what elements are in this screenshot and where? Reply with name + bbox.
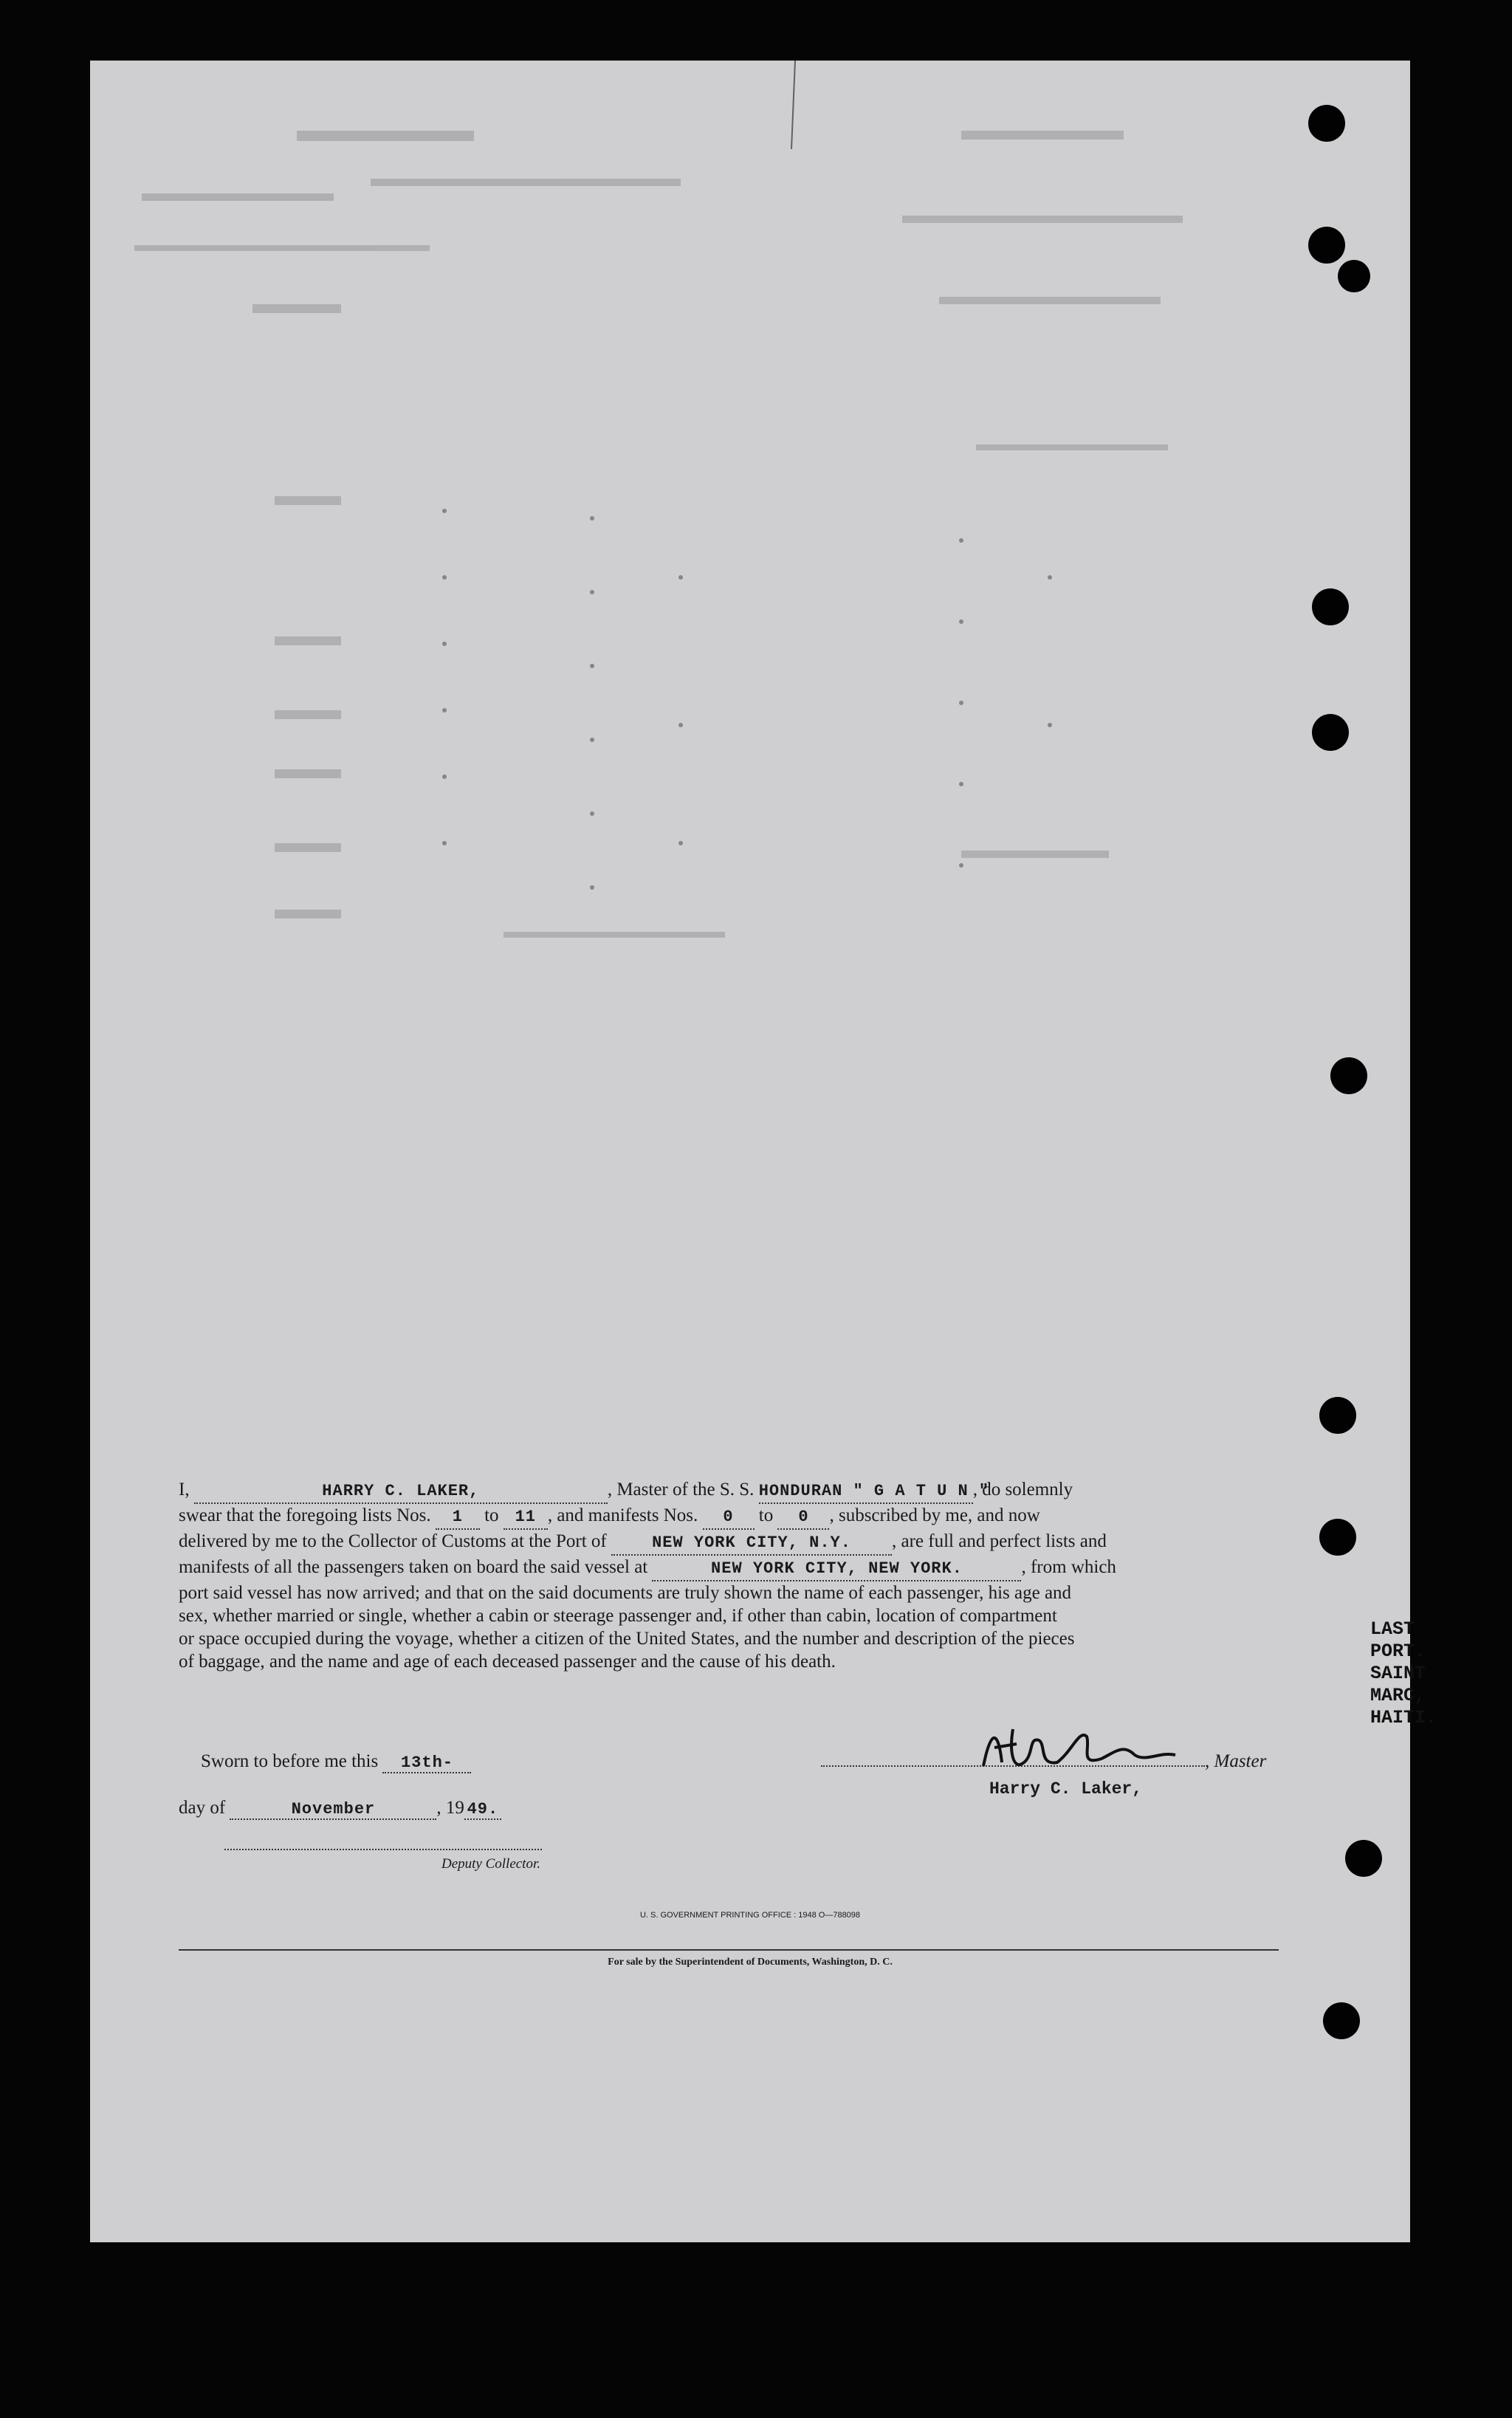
list-from-field: 1: [436, 1505, 480, 1530]
punch-hole: [1338, 260, 1370, 292]
oath-master-of: , Master of the S. S.: [607, 1480, 755, 1500]
master-label: , Master: [1205, 1751, 1267, 1771]
master-typed-name: Harry C. Laker,: [989, 1779, 1143, 1799]
gpo-imprint: U. S. GOVERNMENT PRINTING OFFICE : 1948 O—788098: [639, 1911, 861, 1920]
last-port-label: LAST PORT.: [1370, 1618, 1426, 1662]
year-prefix: , 19: [436, 1798, 464, 1818]
deputy-collector-label: Deputy Collector.: [441, 1856, 540, 1872]
punch-hole: [1345, 1840, 1382, 1877]
oath-solemnly: , do solemnly: [972, 1480, 1073, 1500]
ship-name-field: HONDURAN " G A T U N ": [759, 1480, 973, 1504]
last-port-city: SAINT MARC,: [1370, 1663, 1426, 1706]
footer-rule: [179, 1949, 1279, 1951]
manifest-to-field: 0: [777, 1505, 829, 1530]
oath-delivered: delivered by me to the Collector of Customs at the Port of: [179, 1531, 607, 1551]
day-of-line: [179, 1798, 501, 1820]
oath-to-1: to: [484, 1505, 499, 1525]
oath-manifests-all: manifests of all the passengers taken on board the said vessel at: [179, 1557, 648, 1577]
oath-full-lists: , are full and perfect lists and: [892, 1531, 1107, 1551]
last-port-country: HAITI.: [1370, 1707, 1437, 1728]
oath-line-7: or space occupied during the voyage, whether a citizen of the United States, and the number and description of the pieces: [179, 1629, 1075, 1649]
day-of-label: day of: [179, 1798, 226, 1818]
document-page: [90, 61, 1437, 2242]
master-name-field: HARRY C. LAKER,: [194, 1480, 608, 1504]
oath-from-which: , from which: [1021, 1557, 1116, 1577]
oath-to-2: to: [758, 1505, 774, 1525]
oath-swear: swear that the foregoing lists Nos.: [179, 1505, 431, 1525]
sworn-label: Sworn to before me this: [201, 1751, 379, 1771]
punch-hole: [1319, 1397, 1356, 1434]
sworn-line: [201, 1751, 471, 1773]
punch-hole: [1308, 227, 1345, 264]
oath-line-5: port said vessel has now arrived; and that on the said documents are truly shown the name of each passenger, his age and: [179, 1583, 1072, 1603]
list-to-field: 11: [504, 1505, 548, 1530]
punch-hole: [1330, 1057, 1367, 1094]
sworn-month-field: November: [230, 1800, 436, 1820]
port-field: NEW YORK CITY, N.Y.: [611, 1531, 892, 1556]
handwritten-signature: [976, 1722, 1220, 1781]
last-port-note: [1370, 1618, 1437, 1729]
bleed-through-marks: [90, 61, 1410, 1020]
punch-hole: [1319, 1519, 1356, 1556]
oath-line-6: sex, whether married or single, whether a cabin or steerage passenger and, if other than cabin, location of compartment: [179, 1606, 1057, 1626]
punch-hole: [1323, 2002, 1360, 2039]
for-sale-notice: For sale by the Superintendent of Documents, Washington, D. C.: [608, 1957, 893, 1968]
deputy-signature-line: [224, 1849, 542, 1850]
sworn-year-field: 49.: [464, 1800, 501, 1820]
manifest-from-field: 0: [703, 1505, 755, 1530]
oath-manifests: , and manifests Nos.: [547, 1505, 698, 1525]
oath-line-8: of baggage, and the name and age of each deceased passenger and the cause of his death.: [179, 1652, 836, 1672]
punch-hole: [1312, 588, 1349, 625]
punch-hole: [1312, 714, 1349, 751]
sworn-day-field: 13th-: [382, 1754, 471, 1773]
oath-subscribed: , subscribed by me, and now: [829, 1505, 1040, 1525]
master-oath: [179, 1478, 1286, 1673]
oath-i: I,: [179, 1480, 190, 1500]
boarded-at-field: NEW YORK CITY, NEW YORK.: [652, 1557, 1021, 1581]
punch-hole: [1308, 105, 1345, 142]
